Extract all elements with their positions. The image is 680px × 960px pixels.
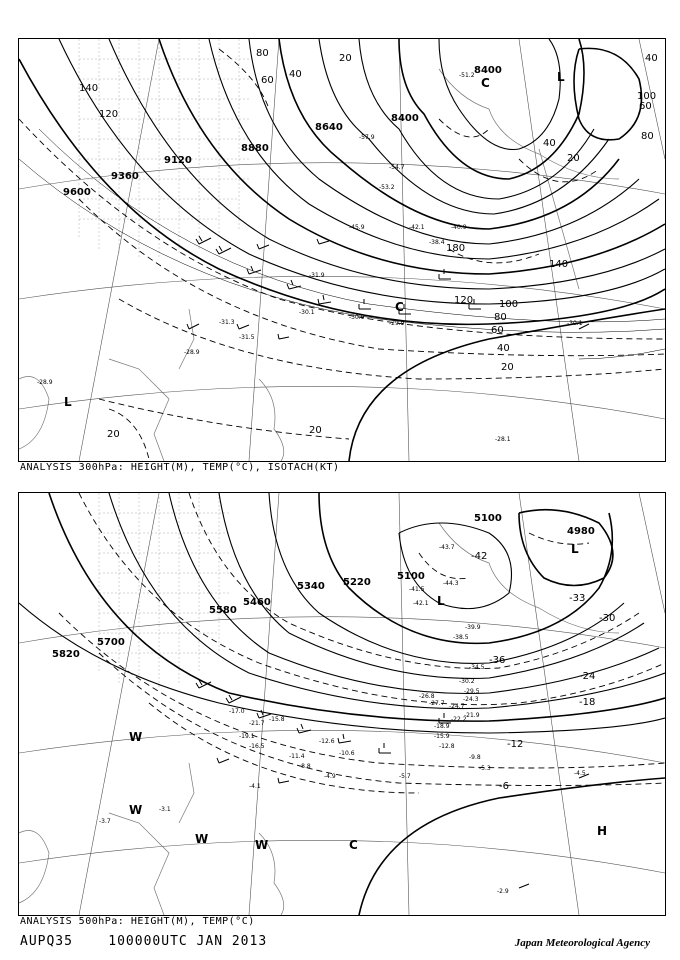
height-label-3: 5460	[243, 597, 271, 608]
height-label-6: 5100	[397, 571, 425, 582]
isotach-label-12: 80	[494, 312, 507, 323]
pressure-symbol-1: L	[557, 70, 565, 84]
station-value-18: -9.8	[469, 754, 481, 761]
isotach-label-2: 80	[256, 48, 269, 59]
station-value-25: -2.9	[497, 888, 509, 895]
temp-contour-label-2: -33	[569, 593, 586, 604]
temp-contour-label-5: -18	[579, 697, 596, 708]
isotach-label-16: 20	[107, 429, 120, 440]
height-label-6: 8400	[474, 65, 502, 76]
pressure-symbol-4: W	[129, 803, 143, 817]
temp-contour-label-6: -12	[507, 739, 524, 750]
station-value-3: -42.1	[413, 600, 429, 607]
map-300hpa	[18, 38, 666, 462]
isotach-label-6: 40	[543, 138, 556, 149]
isotach-label-21: 40	[645, 53, 658, 64]
isotach-label-11: 100	[499, 299, 519, 310]
temp-contour-label-4: -24	[579, 671, 596, 682]
station-value-14: -22.2	[451, 716, 467, 723]
station-value-31: -21.7	[249, 720, 265, 727]
station-value-0: -43.7	[439, 544, 455, 551]
isotach-label-18: 100	[637, 91, 657, 102]
station-value-20: -5.3	[479, 765, 491, 772]
isotach-label-5: 20	[339, 53, 352, 64]
isotach-label-17: 20	[309, 425, 322, 436]
station-value-9: -24.3	[463, 696, 479, 703]
pressure-symbol-1: L	[437, 594, 445, 608]
height-label-0: 5820	[52, 649, 80, 660]
station-value-12: -27.7	[429, 700, 445, 707]
height-label-1: 9360	[111, 171, 139, 182]
temp-label-7: -30.1	[567, 320, 583, 327]
product-code: AUPQ35	[20, 934, 73, 949]
temp-label-4: -31.9	[309, 272, 325, 279]
isotach-label-9: 140	[549, 259, 569, 270]
station-value-21: -4.5	[574, 770, 586, 777]
station-value-4: -38.5	[453, 634, 469, 641]
valid-time: 100000UTC JAN 2013	[108, 934, 268, 949]
height-label-5: 8400	[391, 113, 419, 124]
height-label-2: 9120	[164, 155, 192, 166]
station-value-32: -17.0	[229, 708, 245, 715]
temp-label-9: -28.9	[37, 379, 53, 386]
isotach-label-13: 60	[491, 325, 504, 336]
graticule	[19, 493, 665, 915]
pressure-symbol-2: H	[597, 824, 608, 838]
station-value-11: -26.8	[419, 693, 435, 700]
station-value-29: -16.5	[249, 743, 265, 750]
temp-contour-label-0: -42	[471, 551, 488, 562]
temp-contour-label-3: -30	[599, 613, 616, 624]
wind-barbs	[187, 236, 589, 339]
temp-label-1: -31.3	[219, 319, 235, 326]
station-value-10: -21.9	[464, 712, 480, 719]
station-value-27: -8.8	[299, 763, 311, 770]
pressure-symbol-0: L	[571, 542, 579, 556]
isotach-label-19: 80	[641, 131, 654, 142]
station-value-17: -12.8	[439, 743, 455, 750]
isotach-label-0: 140	[79, 83, 99, 94]
station-value-8: -29.5	[464, 688, 480, 695]
station-value-13: -24.7	[449, 703, 465, 710]
pressure-symbol-3: C	[395, 300, 404, 314]
isotach-label-8: 180	[446, 243, 466, 254]
pressure-symbol-3: W	[129, 730, 143, 744]
isotach-label-14: 40	[497, 343, 510, 354]
map-300hpa-canvas	[19, 39, 665, 461]
height-label-4: 5340	[297, 581, 325, 592]
temp-label-2: -31.5	[239, 334, 255, 341]
isotach-label-7: 20	[567, 153, 580, 164]
station-value-33: -15.8	[269, 716, 285, 723]
temp-label-3: -30.1	[299, 309, 315, 316]
station-value-22: -4.1	[249, 783, 261, 790]
temp-label-6: -28.1	[495, 436, 511, 443]
station-value-24: -3.1	[159, 806, 171, 813]
isotach-label-3: 60	[261, 75, 274, 86]
height-label-8: 4980	[567, 526, 595, 537]
caption-500hpa: ANALYSIS 500hPa: HEIGHT(M), TEMP(°C)	[20, 916, 255, 927]
temp-label-17: -40.9	[451, 224, 467, 231]
pressure-symbol-6: W	[255, 838, 269, 852]
isotach-label-15: 20	[501, 362, 514, 373]
station-value-19: -5.7	[399, 773, 411, 780]
pressure-symbol-7: C	[349, 838, 358, 852]
temp-contour-label-7: -6	[499, 781, 509, 792]
temp-label-10: -51.2	[459, 72, 475, 79]
station-value-35: -10.6	[339, 750, 355, 757]
temp-label-11: -57.9	[359, 134, 375, 141]
height-label-1: 5700	[97, 637, 125, 648]
hatched-area	[79, 39, 249, 259]
agency-name: Japan Meteorological Agency	[514, 937, 650, 949]
height-label-3: 8880	[241, 143, 269, 154]
height-label-0: 9600	[63, 187, 91, 198]
pressure-symbol-2: C	[481, 76, 490, 90]
temp-label-12: -54.7	[389, 164, 405, 171]
caption-300hpa: ANALYSIS 300hPa: HEIGHT(M), TEMP(°C), ISOTACH(KT)	[20, 462, 340, 473]
station-value-15: -18.9	[434, 723, 450, 730]
chart-id	[20, 934, 267, 949]
map-500hpa-canvas	[19, 493, 665, 915]
station-value-26: -4.9	[324, 773, 336, 780]
isotach-label-20: 60	[639, 101, 652, 112]
isotach-label-1: 120	[99, 109, 119, 120]
pressure-symbol-5: W	[195, 832, 209, 846]
isotach-label-10: 120	[454, 295, 474, 306]
height-label-2: 5580	[209, 605, 237, 616]
station-value-28: -11.4	[289, 753, 305, 760]
station-value-2: -41.5	[409, 586, 425, 593]
isotach-label-4: 40	[289, 69, 302, 80]
temp-label-16: -38.4	[429, 239, 445, 246]
height-contours	[19, 493, 665, 915]
station-value-1: -44.3	[443, 580, 459, 587]
pressure-symbol-0: L	[64, 395, 72, 409]
temp-contour-label-1: -36	[489, 655, 506, 666]
station-value-30: -19.1	[239, 733, 255, 740]
station-value-34: -12.6	[319, 738, 335, 745]
height-label-5: 5220	[343, 577, 371, 588]
station-value-23: -3.7	[99, 818, 111, 825]
map-500hpa	[18, 492, 666, 916]
height-label-7: 5100	[474, 513, 502, 524]
temp-label-13: -53.2	[379, 184, 395, 191]
temp-label-14: -45.9	[349, 224, 365, 231]
temp-label-8: -29.9	[389, 320, 405, 327]
temp-label-15: -42.1	[409, 224, 425, 231]
station-value-5: -39.9	[465, 624, 481, 631]
temp-label-0: -28.9	[184, 349, 200, 356]
station-value-16: -15.9	[434, 733, 450, 740]
station-value-6: -34.5	[469, 664, 485, 671]
height-label-4: 8640	[315, 122, 343, 133]
station-value-7: -30.2	[459, 678, 475, 685]
temp-label-5: -30.9	[349, 314, 365, 321]
